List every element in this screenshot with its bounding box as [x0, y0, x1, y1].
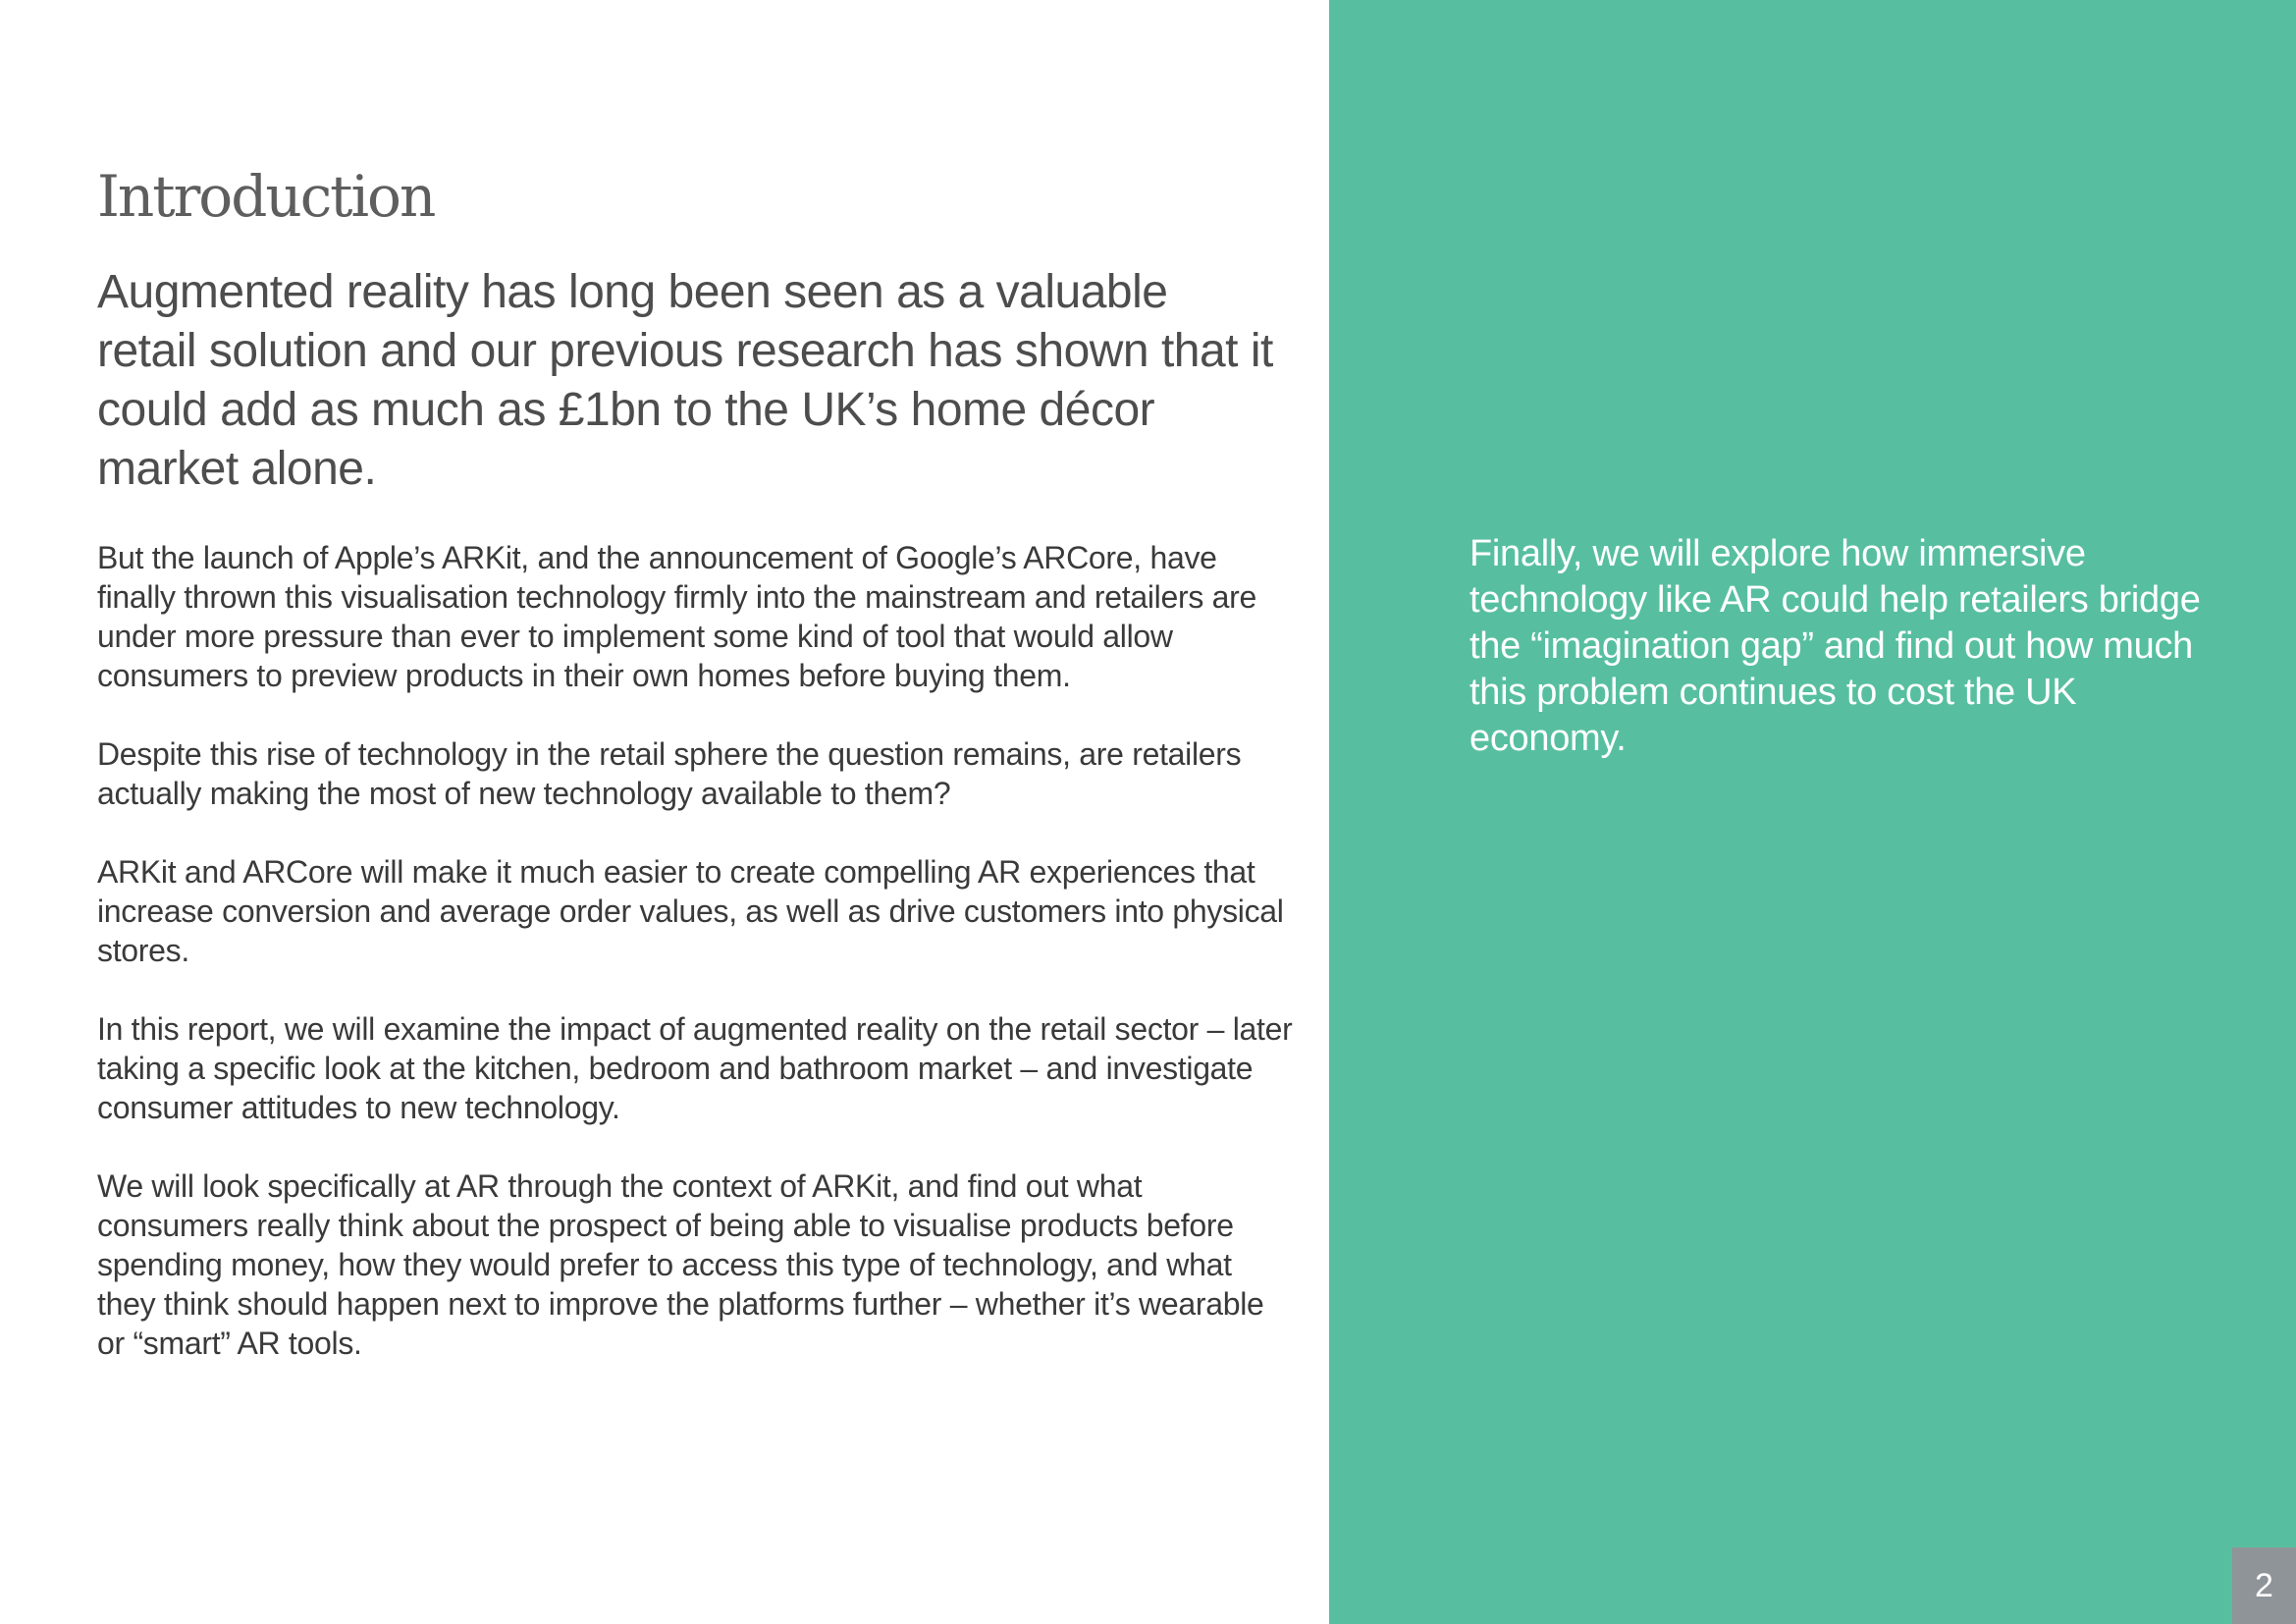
- body-paragraph-1: But the launch of Apple’s ARKit, and the announcement of Google’s ARCore, have finally thrown this visualisation technology firmly into the mainstream and retailers are under more pressure than ever to implement some kind of tool that would allow consumers to preview products in their own homes before buying them.: [97, 540, 1256, 693]
- callout-text: Finally, we will explore how immersive technology like AR could help retailers bridge the “imagination gap” and find out how much this problem continues to cost the UK economy.: [1469, 533, 2201, 759]
- body-paragraph-5: We will look specifically at AR through the context of ARKit, and find out what consumers really think about the prospect of being able to visualise products before spending money, how they would prefer to access this type of technology, and what they think should happen next to improve the platforms further – whether it’s wearable or “smart” AR tools.: [97, 1168, 1264, 1361]
- lead-paragraph: Augmented reality has long been seen as a valuable retail solution and our previous research has shown that it could add as much as £1bn to the UK’s home décor market alone.: [97, 266, 1273, 495]
- body-paragraph-2: Despite this rise of technology in the retail sphere the question remains, are retailers actually making the most of new technology available to them?: [97, 736, 1242, 811]
- accent-side-panel: [1329, 0, 2296, 1624]
- body-paragraph-4: In this report, we will examine the impact of augmented reality on the retail sector – later taking a specific look at the kitchen, bedroom and bathroom market – and investigate consumer attitudes to new technology.: [97, 1011, 1293, 1125]
- page-number: 2: [2255, 1566, 2273, 1604]
- body-paragraph-3: ARKit and ARCore will make it much easier to create compelling AR experiences that increase conversion and average order values, as well as drive customers into physical stores.: [97, 854, 1284, 968]
- main-column: [97, 157, 1324, 1363]
- page-number-badge: [2232, 1547, 2296, 1624]
- page-title: Introduction: [97, 163, 435, 230]
